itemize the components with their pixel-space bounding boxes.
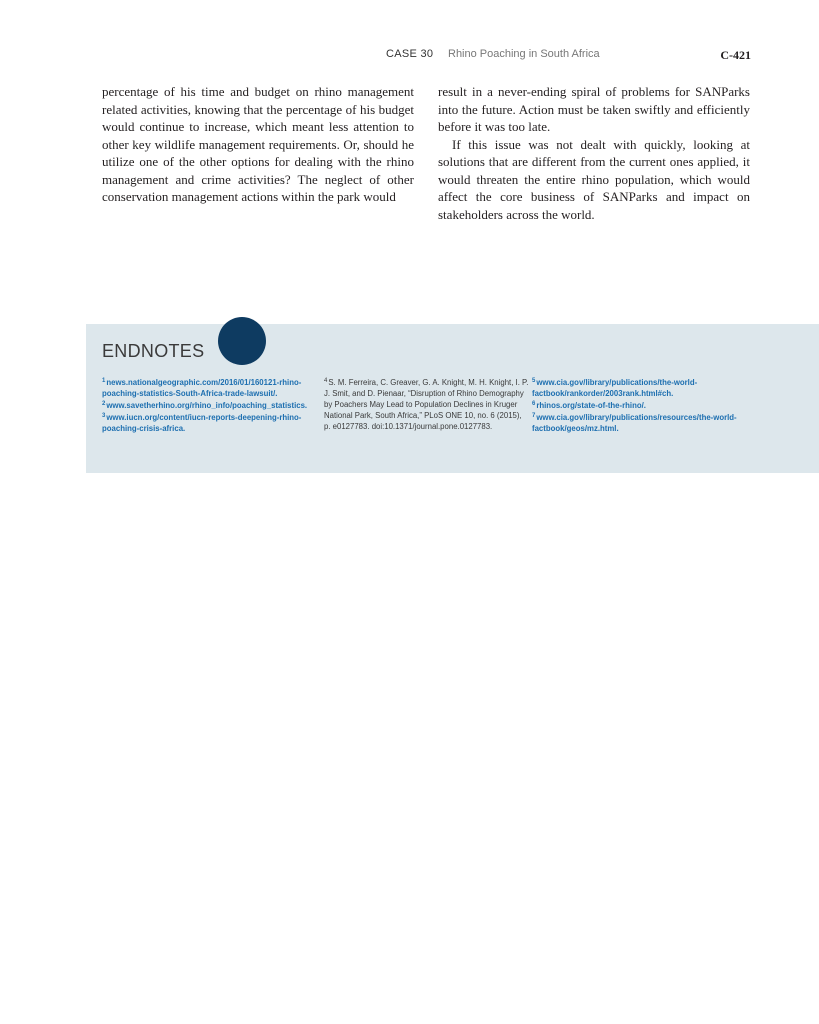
case-label: CASE 30 (386, 48, 434, 60)
body-column-right (438, 83, 750, 223)
endnote-6-link[interactable]: rhinos.org/state-of-the-rhino/. (536, 401, 646, 410)
endnote-4-text: S. M. Ferreira, C. Greaver, G. A. Knight, M. H. Knight, I. P. J. Smit, and D. Pienaar, “Disruption of Rhino Demography by Poachers May Lead to Population Declines in Kruger National Park, South Africa,” PLoS ONE 10, no. 6 (2015), p. e0127783. doi:10.1371/journal.pone.0127783. (324, 378, 529, 431)
right-column-paragraph-1: result in a never-ending spiral of problems for SANParks into the future. Action must be taken swiftly and efficiently before it was too late. (438, 84, 750, 134)
endnote-3: $^3$www.iucn.org/content/iucn-reports-deepening-rhino-poaching-crisis-africa. (102, 413, 302, 433)
endnote-3-link[interactable]: www.iucn.org/content/iucn-reports-deepening-rhino-poaching-crisis-africa. (102, 413, 302, 433)
endnote-1: $^1$news.nationalgeographic.com/2016/01/160121-rhino-poaching-statistics-South-Africa-trade-lawsuit/. (102, 378, 302, 398)
endnote-5-link[interactable]: www.cia.gov/library/publications/the-world-factbook/rankorder/2003rank.html#ch. (532, 378, 698, 398)
endnotes-column-3 (532, 376, 754, 434)
endnotes-accent-dot (218, 317, 266, 365)
body-column-left (102, 83, 414, 206)
endnote-6: $^6$rhinos.org/state-of-the-rhino/. (532, 401, 646, 410)
endnotes-panel (86, 324, 819, 473)
endnote-7-link[interactable]: www.cia.gov/library/publications/resources/the-world-factbook/geos/mz.html. (532, 413, 737, 433)
endnote-4: $^4$S. M. Ferreira, C. Greaver, G. A. Knight, M. H. Knight, I. P. J. Smit, and D. Pienaar, “Disruption of Rhino Demography by Poachers May Lead to Population Declines in Kruger National Park, South Africa,” PLoS ONE 10, no. 6 (2015), p. e0127783. doi:10.1371/journal.pone.0127783. (324, 378, 529, 431)
endnote-1-link[interactable]: news.nationalgeographic.com/2016/01/160121-rhino-poaching-statistics-South-Africa-trade-lawsuit/. (102, 378, 302, 398)
right-column-paragraph-2: If this issue was not dealt with quickly, looking at solutions that are different from the current ones applied, it would threaten the entire rhino population, which would affect the core business of SANParks and impact on stakeholders across the world. (438, 136, 750, 222)
endnote-2: $^2$www.savetherhino.org/rhino_info/poaching_statistics. (102, 401, 308, 410)
endnote-7: $^7$www.cia.gov/library/publications/resources/the-world-factbook/geos/mz.html. (532, 413, 737, 433)
case-title: Rhino Poaching in South Africa (448, 48, 600, 60)
endnote-5: $^5$www.cia.gov/library/publications/the-world-factbook/rankorder/2003rank.html#ch. (532, 378, 698, 398)
left-column-paragraph: percentage of his time and budget on rhino management related activities, knowing that the percentage of his budget would continue to increase, which meant less attention to other key wildlife management requirements. Or, should he utilize one of the other options for dealing with the rhino management and crime activities? The neglect of other conservation management actions within the park would (102, 84, 414, 204)
endnote-2-link[interactable]: www.savetherhino.org/rhino_info/poaching_statistics. (106, 401, 308, 410)
running-head (0, 48, 819, 64)
endnotes-column-1 (102, 376, 314, 434)
page-number: C-421 (720, 48, 751, 62)
endnotes-column-2 (324, 376, 530, 432)
endnotes-title: ENDNOTES (102, 341, 205, 361)
